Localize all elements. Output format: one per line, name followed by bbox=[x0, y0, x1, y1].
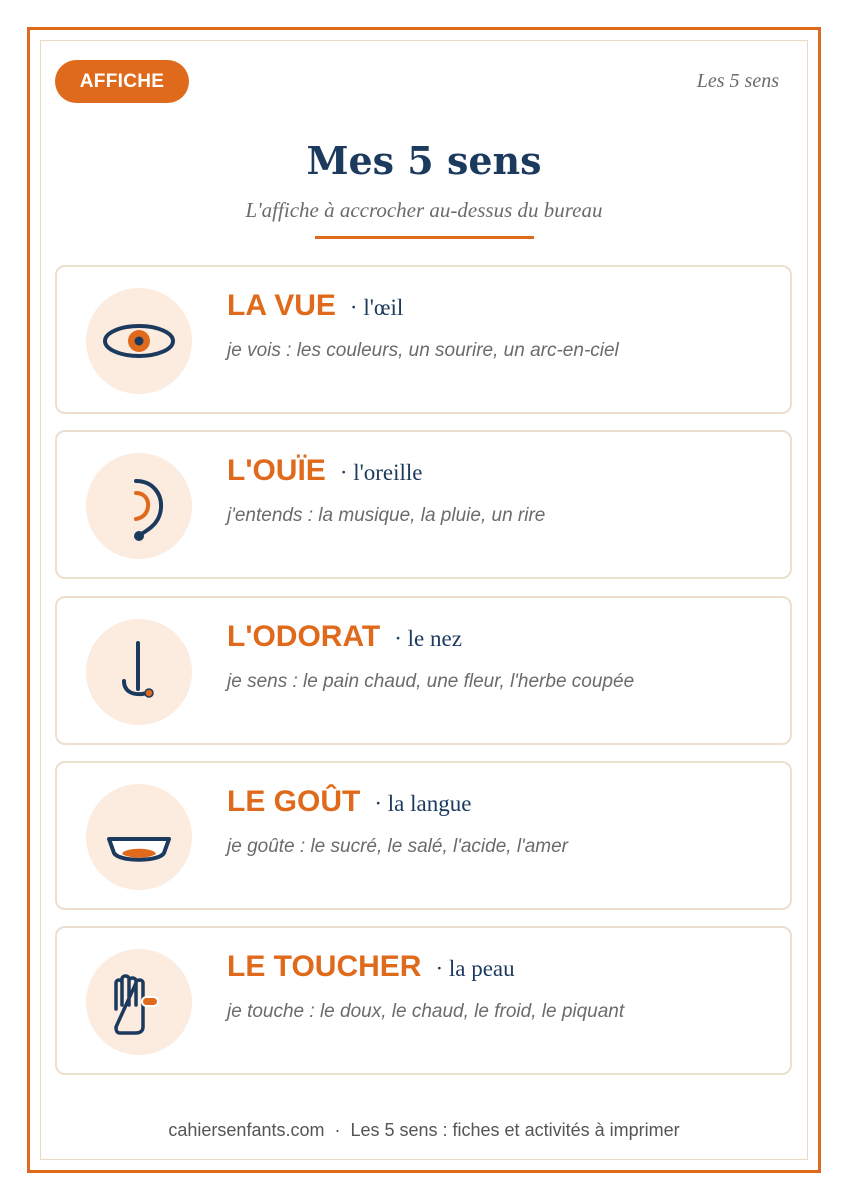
mouth-icon bbox=[86, 784, 192, 890]
icon-badge bbox=[86, 453, 192, 559]
sense-heading bbox=[227, 289, 403, 323]
footer-site-link[interactable]: cahiersenfants.com bbox=[168, 1120, 325, 1140]
footer-text: Les 5 sens : fiches et activités à imprimer bbox=[350, 1120, 680, 1140]
sense-organ: · la langue bbox=[374, 791, 472, 816]
sense-description: je goûte : le sucré, le salé, l'acide, l'amer bbox=[227, 836, 568, 857]
eye-icon bbox=[86, 288, 192, 394]
sense-heading bbox=[227, 785, 471, 819]
footer-separator: · bbox=[334, 1120, 341, 1140]
sense-organ: · l'oreille bbox=[339, 460, 423, 485]
sense-organ: · la peau bbox=[435, 956, 515, 981]
sense-heading bbox=[227, 620, 462, 654]
hand-icon bbox=[86, 949, 192, 1055]
icon-badge bbox=[86, 784, 192, 890]
header-topic: Les 5 sens bbox=[696, 70, 779, 92]
sense-card-ouie bbox=[55, 430, 792, 579]
poster-tag-badge: AFFICHE bbox=[55, 60, 189, 103]
sense-organ: · le nez bbox=[394, 626, 462, 651]
sense-heading bbox=[227, 454, 423, 488]
sense-name: LE TOUCHER bbox=[227, 950, 422, 983]
sense-name: L'ODORAT bbox=[227, 620, 381, 653]
icon-badge bbox=[86, 949, 192, 1055]
sense-description: je vois : les couleurs, un sourire, un arc-en-ciel bbox=[227, 340, 619, 361]
sense-name: LA VUE bbox=[227, 289, 336, 322]
sense-name: L'OUÏE bbox=[227, 454, 326, 487]
page-title: Mes 5 sens bbox=[306, 138, 542, 183]
sense-description: je touche : le doux, le chaud, le froid, le piquant bbox=[227, 1001, 625, 1022]
sense-card-toucher bbox=[55, 926, 792, 1075]
page-subtitle: L'affiche à accrocher au-dessus du bureau bbox=[245, 198, 603, 222]
title-underline bbox=[315, 236, 534, 239]
icon-badge bbox=[86, 619, 192, 725]
sense-card-gout bbox=[55, 761, 792, 910]
sense-card-odorat bbox=[55, 596, 792, 745]
sense-heading bbox=[227, 950, 515, 984]
ear-icon bbox=[86, 453, 192, 559]
sense-name: LE GOÛT bbox=[227, 785, 361, 818]
icon-badge bbox=[86, 288, 192, 394]
sense-description: je sens : le pain chaud, une fleur, l'herbe coupée bbox=[227, 671, 635, 692]
nose-icon bbox=[86, 619, 192, 725]
sense-description: j'entends : la musique, la pluie, un rire bbox=[227, 505, 546, 526]
sense-card-vue bbox=[55, 265, 792, 414]
footer bbox=[0, 1120, 848, 1141]
sense-organ: · l'œil bbox=[349, 295, 404, 320]
